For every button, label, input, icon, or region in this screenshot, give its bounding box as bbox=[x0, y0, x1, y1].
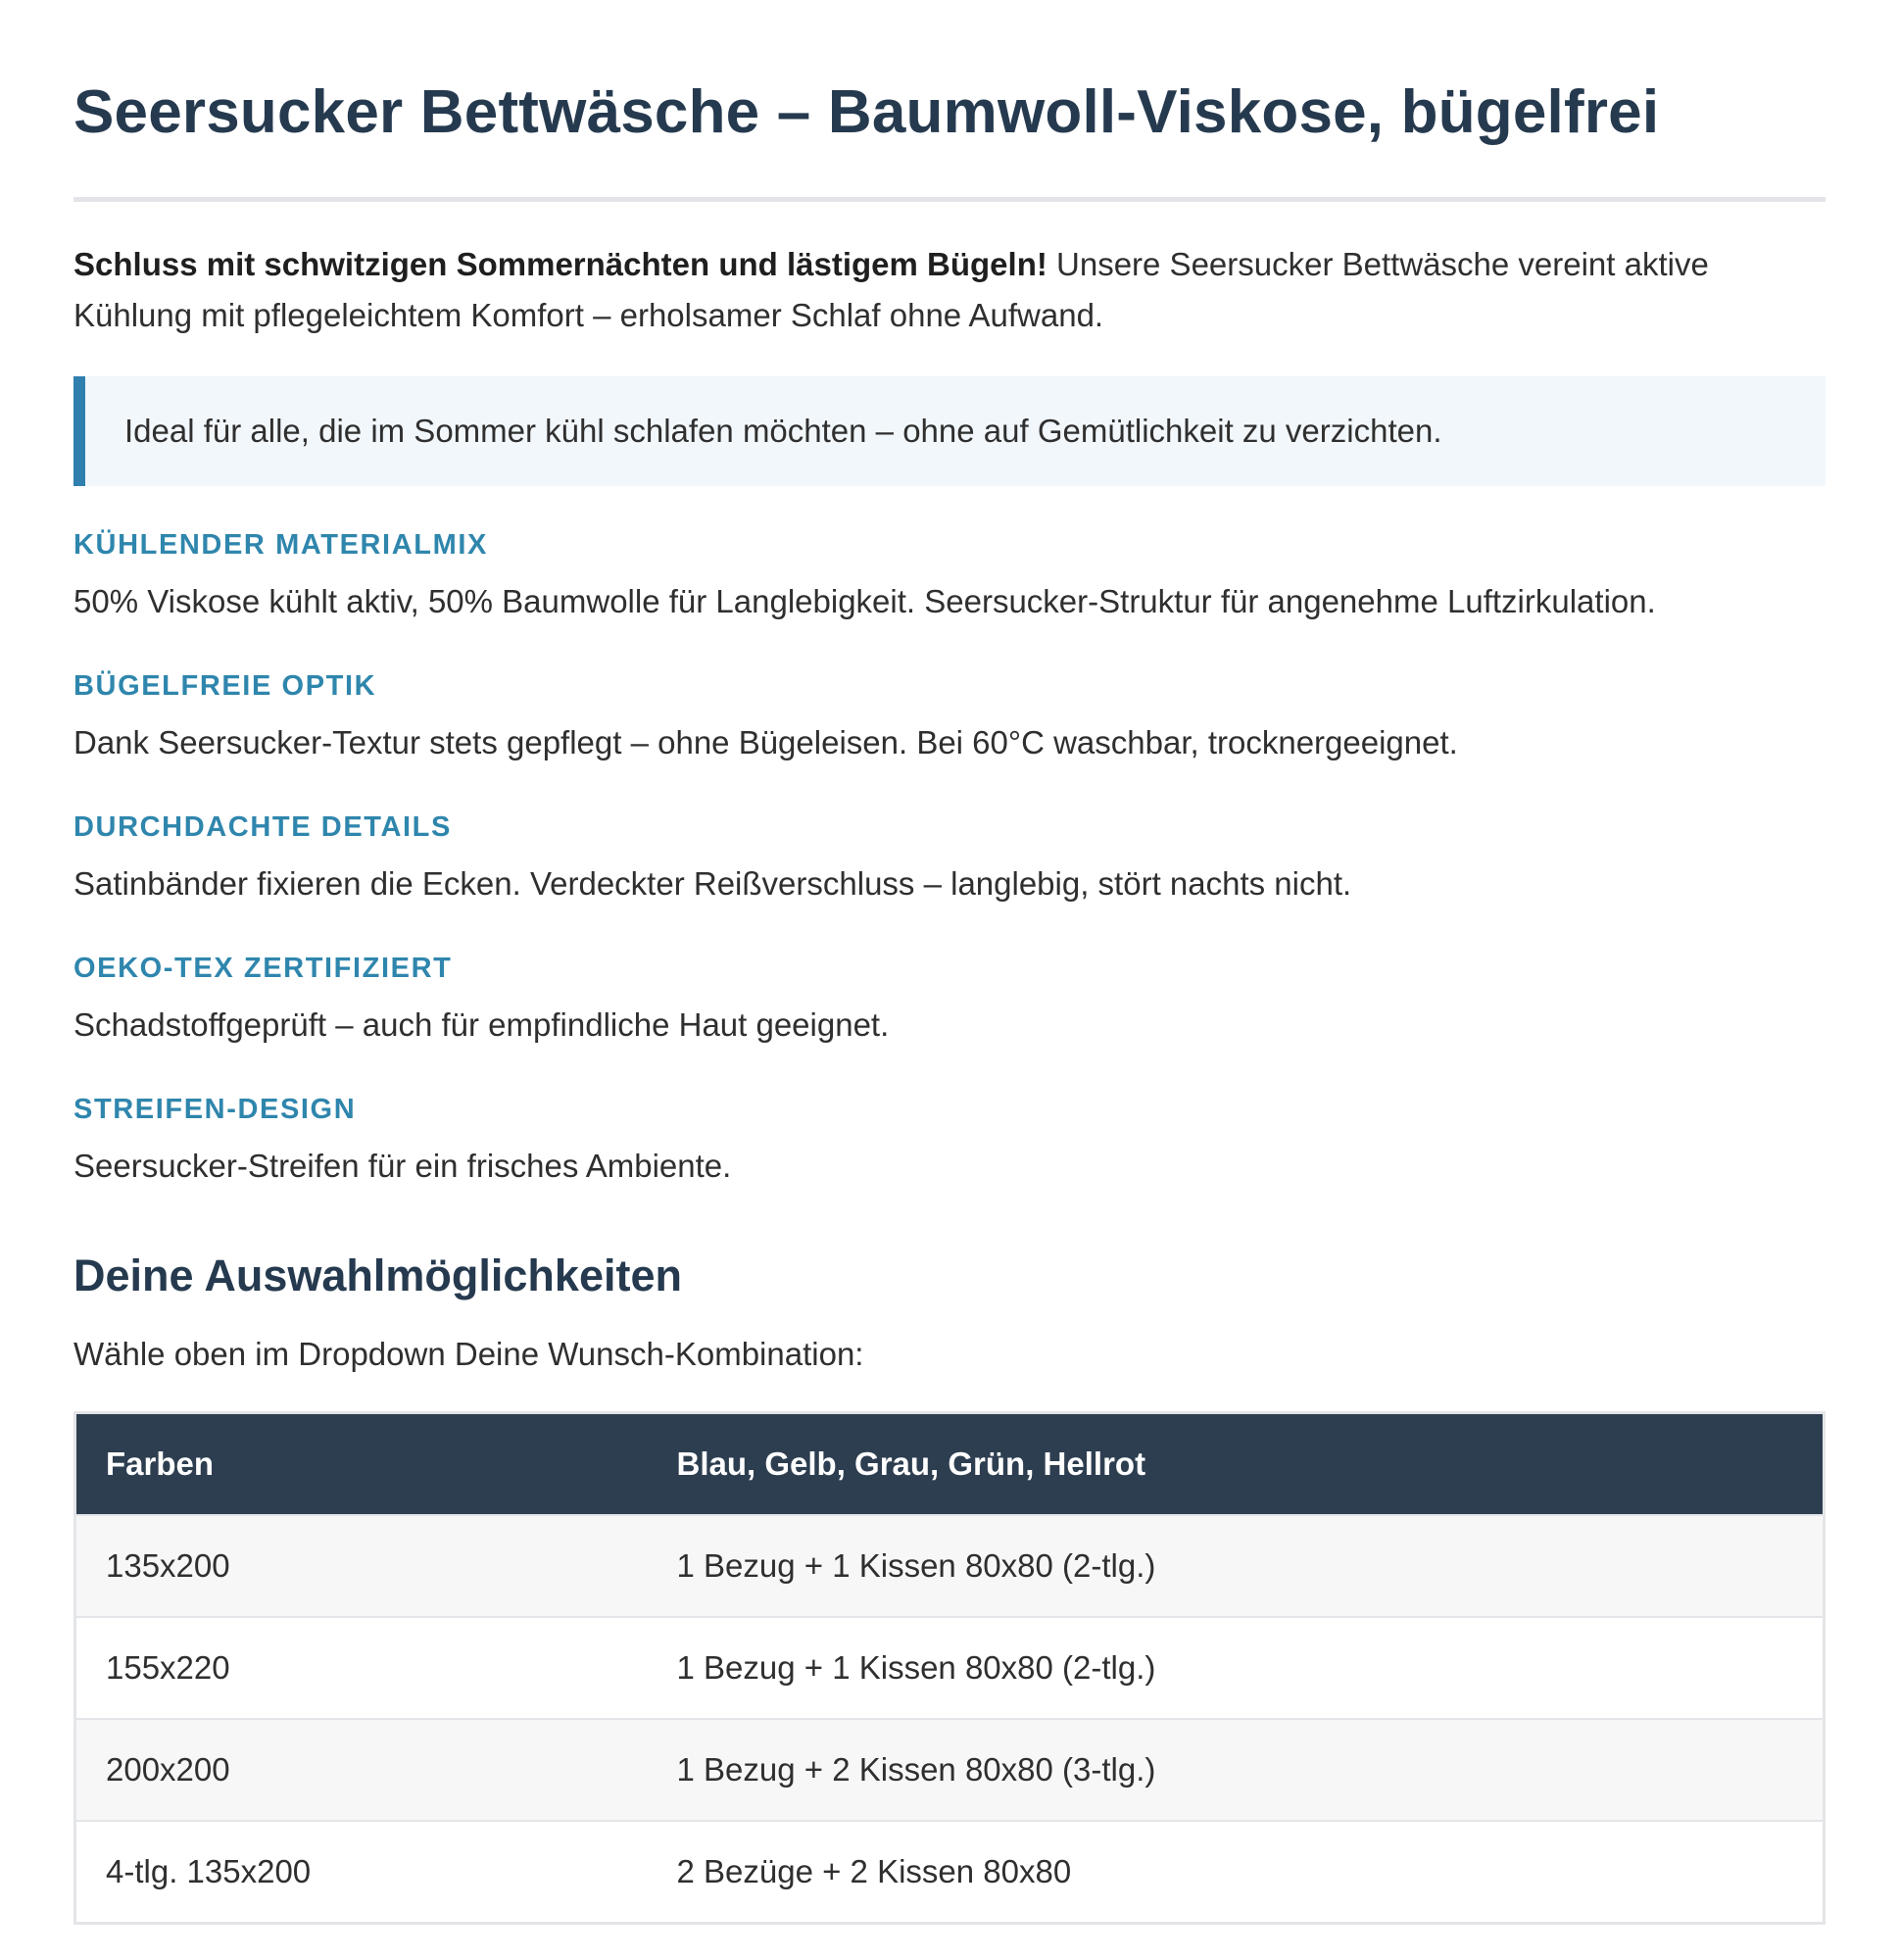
feature-oeko-tex bbox=[73, 949, 1826, 1051]
table-row bbox=[75, 1719, 1825, 1821]
intro-bold-text: Schluss mit schwitzigen Sommernächten und lästigem Bügeln! bbox=[73, 246, 1047, 282]
feature-heading: OEKO-TEX ZERTIFIZIERT bbox=[73, 953, 453, 984]
table-cell-size: 155x220 bbox=[75, 1617, 648, 1719]
options-section-subtitle: Wähle oben im Dropdown Deine Wunsch-Kombination: bbox=[73, 1336, 864, 1372]
feature-text: 50% Viskose kühlt aktiv, 50% Baumwolle für Langlebigkeit. Seersucker-Struktur für angenehme Luftzirkulation. bbox=[73, 583, 1656, 619]
table-header-cell: Farben bbox=[75, 1413, 648, 1516]
feature-buegelfrei bbox=[73, 666, 1826, 768]
table-row bbox=[75, 1515, 1825, 1617]
feature-heading: DURCHDACHTE DETAILS bbox=[73, 811, 452, 843]
title-divider bbox=[73, 197, 1826, 202]
feature-text: Satinbänder fixieren die Ecken. Verdeckter Reißverschluss – langlebig, stört nachts nicht. bbox=[73, 865, 1352, 902]
intro-paragraph bbox=[73, 239, 1826, 341]
options-table bbox=[73, 1411, 1826, 1925]
table-cell-content: 1 Bezug + 1 Kissen 80x80 (2-tlg.) bbox=[648, 1617, 1825, 1719]
feature-heading: KÜHLENDER MATERIALMIX bbox=[73, 529, 488, 561]
feature-heading: STREIFEN-DESIGN bbox=[73, 1094, 357, 1125]
feature-text: Schadstoffgeprüft – auch für empfindliche Haut geeignet. bbox=[73, 1006, 890, 1043]
feature-text: Seersucker-Streifen für ein frisches Ambiente. bbox=[73, 1148, 732, 1184]
feature-text: Dank Seersucker-Textur stets gepflegt – ohne Bügeleisen. Bei 60°C waschbar, trocknergeeignet. bbox=[73, 724, 1458, 760]
feature-heading: BÜGELFREIE OPTIK bbox=[73, 670, 377, 702]
feature-materialmix bbox=[73, 525, 1826, 627]
table-cell-content: 2 Bezüge + 2 Kissen 80x80 bbox=[648, 1821, 1825, 1924]
table-cell-size: 4-tlg. 135x200 bbox=[75, 1821, 648, 1924]
intro-text: Unsere Seersucker Bettwäsche vereint aktive Kühlung mit pflegeleichtem Komfort – erholsamer Schlaf ohne Aufwand. bbox=[73, 246, 1709, 333]
callout-text: Ideal für alle, die im Sommer kühl schlafen möchten – ohne auf Gemütlichkeit zu verzichten. bbox=[124, 413, 1442, 449]
table-cell-content: 1 Bezug + 1 Kissen 80x80 (2-tlg.) bbox=[648, 1515, 1825, 1617]
table-cell-size: 200x200 bbox=[75, 1719, 648, 1821]
feature-streifen-design bbox=[73, 1090, 1826, 1192]
table-row bbox=[75, 1617, 1825, 1719]
table-cell-size: 135x200 bbox=[75, 1515, 648, 1617]
table-row bbox=[75, 1821, 1825, 1924]
options-section-title: Deine Auswahlmöglichkeiten bbox=[73, 1250, 682, 1300]
feature-details bbox=[73, 808, 1826, 909]
table-header-cell: Blau, Gelb, Grau, Grün, Hellrot bbox=[648, 1413, 1825, 1516]
page-title: Seersucker Bettwäsche – Baumwoll-Viskose, bügelfrei bbox=[73, 78, 1660, 146]
highlight-callout bbox=[73, 376, 1826, 486]
table-cell-content: 1 Bezug + 2 Kissen 80x80 (3-tlg.) bbox=[648, 1719, 1825, 1821]
table-header-row bbox=[75, 1413, 1825, 1516]
